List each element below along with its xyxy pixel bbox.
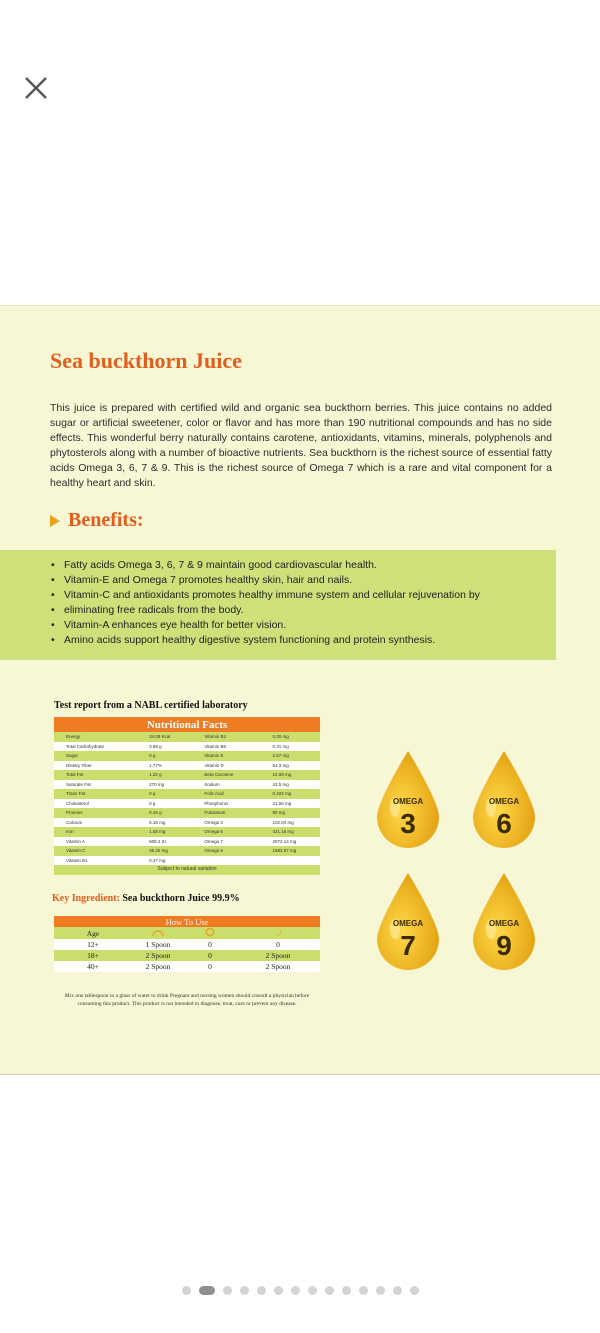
sunrise-icon [151, 928, 165, 937]
page-dot[interactable] [274, 1286, 283, 1295]
night-header [236, 927, 320, 939]
product-flyer-image[interactable] [0, 305, 600, 1075]
nutrition-row [54, 799, 320, 809]
nutrient-value: 1.58 mg [137, 827, 192, 837]
nutrition-table-title: Nutritional Facts [54, 717, 320, 732]
omega-3-drop-icon [373, 749, 443, 849]
nutrient-name: Phosphorus [192, 799, 260, 809]
close-button[interactable] [22, 74, 50, 102]
nutrient-name: Vitamin C [54, 846, 137, 856]
nutrient-name: Folic Acid [192, 789, 260, 799]
nutrition-row [54, 751, 320, 761]
omega-label: OMEGA [392, 919, 424, 928]
disclaimer-text: Mix one tablespoon in a glass of water to drink Pregnant and nursing women should consult a physician before consuming this product. This product is not intended to diagnose, treat, cure or prevent any disease. [64, 993, 310, 1007]
nutrition-table-body [54, 732, 320, 875]
nutrient-name: Omega 3 [192, 818, 260, 828]
morning-header [132, 927, 184, 939]
nutrient-name: Vitamin B2 [192, 732, 260, 742]
nutrient-name: Energy [54, 732, 137, 742]
nutrition-facts-table [54, 717, 320, 875]
nutrition-note: Subject to natural variation [54, 865, 320, 875]
benefit-item: • Amino acids support healthy digestive system functioning and protein synthesis. [64, 633, 556, 648]
nutrition-note-row [54, 865, 320, 875]
page-dot[interactable] [325, 1286, 334, 1295]
nutrient-name [192, 856, 260, 866]
nutrient-name: Omega 9 [192, 846, 260, 856]
dose-cell: 0 [184, 950, 236, 961]
nutrient-name: Vitamin B6 [192, 742, 260, 752]
nutrient-value: 0.31 mg [261, 742, 320, 752]
nutrient-name: Dietary Fiber [54, 761, 137, 771]
nutrition-row [54, 846, 320, 856]
key-ingredient-label: Key Ingredient: [52, 893, 120, 904]
key-ingredient-value: Sea buckthorn Juice 99.9% [122, 893, 240, 904]
dose-cell: 18+ [54, 950, 132, 961]
nutrient-name: Trans Fat [54, 789, 137, 799]
page-dot[interactable] [376, 1286, 385, 1295]
nutrient-value: 0.30 mg [261, 732, 320, 742]
nutrient-name: Total Carbohydrate [54, 742, 137, 752]
dose-cell: 0 [184, 961, 236, 972]
page-dot[interactable] [182, 1286, 191, 1295]
nutrient-name: Omega 6 [192, 827, 260, 837]
dose-cell: 1 Spoon [132, 939, 184, 950]
page-dot[interactable] [308, 1286, 317, 1295]
benefit-item: • Vitamin-A enhances eye health for better vision. [64, 618, 556, 633]
page-dot[interactable] [342, 1286, 351, 1295]
nutrient-value: 43.5 mg [261, 780, 320, 790]
nutrient-value: 421.16 mg [261, 827, 320, 837]
nutrient-value: 90 mg [261, 808, 320, 818]
page-dot-active[interactable] [199, 1286, 215, 1295]
nutrient-value: 102.04 mg [261, 818, 320, 828]
dose-cell: 40+ [54, 961, 132, 972]
afternoon-header [184, 927, 236, 939]
how-to-use-table [54, 916, 320, 972]
nutrient-value: 5.16 mg [137, 818, 192, 828]
nutrient-value: 0 g [137, 789, 192, 799]
nutrient-name: Iron [54, 827, 137, 837]
benefits-list [0, 550, 556, 648]
nutrient-name: Total Fat [54, 770, 137, 780]
nutrient-name: Potassium [192, 808, 260, 818]
nutrient-name: Beta Carotene [192, 770, 260, 780]
page-dot[interactable] [240, 1286, 249, 1295]
nutrient-name: Calcium [54, 818, 137, 828]
nutrient-value: 0.422 mg [261, 789, 320, 799]
omega-label: OMEGA [488, 919, 520, 928]
nutrient-name: Proteins [54, 808, 137, 818]
dose-cell: 2 Spoon [132, 961, 184, 972]
nutrient-name: Vitamin B1 [54, 856, 137, 866]
product-description: This juice is prepared with certified wild and organic sea buckthorn berries. This juice contains no added sugar or artificial sweetener, color or flavor and has more than 190 nutritional compounds and has no side effects. This wonderful berry naturally contains carotene, antioxidants, vitamins, minerals, polyphenols and phytosterols along with a number of bioactive nutrients. Sea buckthorn is the richest source of essential fatty acids Omega 3, 6, 7 & 9. This is the richest source of Omega 7 which is a rare and vital component for a healthy heart and skin. [50, 402, 552, 489]
dose-cell: 2 Spoon [132, 950, 184, 961]
nutrition-row [54, 732, 320, 742]
age-header: Age [54, 927, 132, 939]
benefit-item: • Fatty acids Omega 3, 6, 7 & 9 maintain good cardiovascular health. [64, 558, 556, 573]
product-title: Sea buckthorn Juice [50, 348, 242, 373]
benefits-list-band [0, 550, 556, 660]
nutrient-value: 608.2 IU [137, 837, 192, 847]
benefit-item: • Vitamin-C and antioxidants promotes healthy immune system and cellular rejuvenation by [64, 588, 556, 603]
nutrient-name: Cholesterol [54, 799, 137, 809]
benefit-item-continued: • eliminating free radicals from the body. [64, 603, 556, 618]
omega-9-drop-icon [469, 871, 539, 971]
page-dot[interactable] [257, 1286, 266, 1295]
nutrition-row [54, 818, 320, 828]
nutrient-name: Vitamin A [54, 837, 137, 847]
benefits-title: Benefits: [68, 509, 144, 531]
nutrient-value: 1683.57 mg [261, 846, 320, 856]
nutrition-row [54, 837, 320, 847]
nutrient-value: 1.22 g [137, 770, 192, 780]
nutrient-value: 0 g [137, 751, 192, 761]
omega-number: 7 [400, 930, 416, 961]
close-icon [22, 74, 50, 102]
nutrient-name: Vitamin E [192, 751, 260, 761]
nutrient-value: 2.57 mg [261, 751, 320, 761]
dose-cell: 2 Spoon [236, 961, 320, 972]
nutrition-row [54, 789, 320, 799]
nutrient-value: 12.68 mg [261, 770, 320, 780]
nutrient-value: 270 mg [137, 780, 192, 790]
nutrient-value: 0.27 mg [137, 856, 192, 866]
dose-cell: 0 [184, 939, 236, 950]
page-dot[interactable] [291, 1286, 300, 1295]
nutrition-row [54, 761, 320, 771]
sun-icon [205, 927, 215, 937]
moon-icon [273, 927, 283, 937]
dose-cell: 0 [236, 939, 320, 950]
nutrient-value [261, 856, 320, 866]
nutrient-value: 2072.14 mg [261, 837, 320, 847]
key-ingredient [52, 893, 240, 904]
nutrient-name: Vitamin D [192, 761, 260, 771]
nutrient-value: 0 g [137, 799, 192, 809]
nutrient-name: Omega 7 [192, 837, 260, 847]
nutrition-row [54, 780, 320, 790]
nutrition-row [54, 770, 320, 780]
omega-label: OMEGA [488, 797, 520, 806]
nutrient-name: Sugar [54, 751, 137, 761]
nutrient-value: 21.56 mg [261, 799, 320, 809]
page-indicator [0, 1286, 600, 1295]
how-to-use-title: How To Use [54, 916, 320, 927]
benefits-heading [50, 509, 144, 532]
nutrient-value: 34.08 Kcal [137, 732, 192, 742]
nutrient-value: 0.45 g [137, 808, 192, 818]
dose-cell: 2 Spoon [236, 950, 320, 961]
nutrient-value: 3.88 g [137, 742, 192, 752]
page-dot[interactable] [223, 1286, 232, 1295]
nutrition-row [54, 856, 320, 866]
triangle-bullet-icon [50, 515, 60, 527]
nutrition-row [54, 742, 320, 752]
nutrient-name: Saturate Fat [54, 780, 137, 790]
nutrition-row [54, 827, 320, 837]
omega-label: OMEGA [392, 797, 424, 806]
omega-number: 6 [496, 808, 512, 839]
nutrient-name: Sodium [192, 780, 260, 790]
nutrient-value: 54.3 mg [261, 761, 320, 771]
nutrient-value: 35.25 mg [137, 846, 192, 856]
omega-6-drop-icon [469, 749, 539, 849]
omega-7-drop-icon [373, 871, 443, 971]
lab-report-title: Test report from a NABL certified laboratory [54, 700, 248, 711]
benefit-item: • Vitamin-E and Omega 7 promotes healthy skin, hair and nails. [64, 573, 556, 588]
omega-number: 9 [496, 930, 512, 961]
nutrient-value: 1.77% [137, 761, 192, 771]
page-dot[interactable] [393, 1286, 402, 1295]
omega-number: 3 [400, 808, 416, 839]
dose-cell: 12+ [54, 939, 132, 950]
page-dot[interactable] [359, 1286, 368, 1295]
nutrition-row [54, 808, 320, 818]
page-dot[interactable] [410, 1286, 419, 1295]
